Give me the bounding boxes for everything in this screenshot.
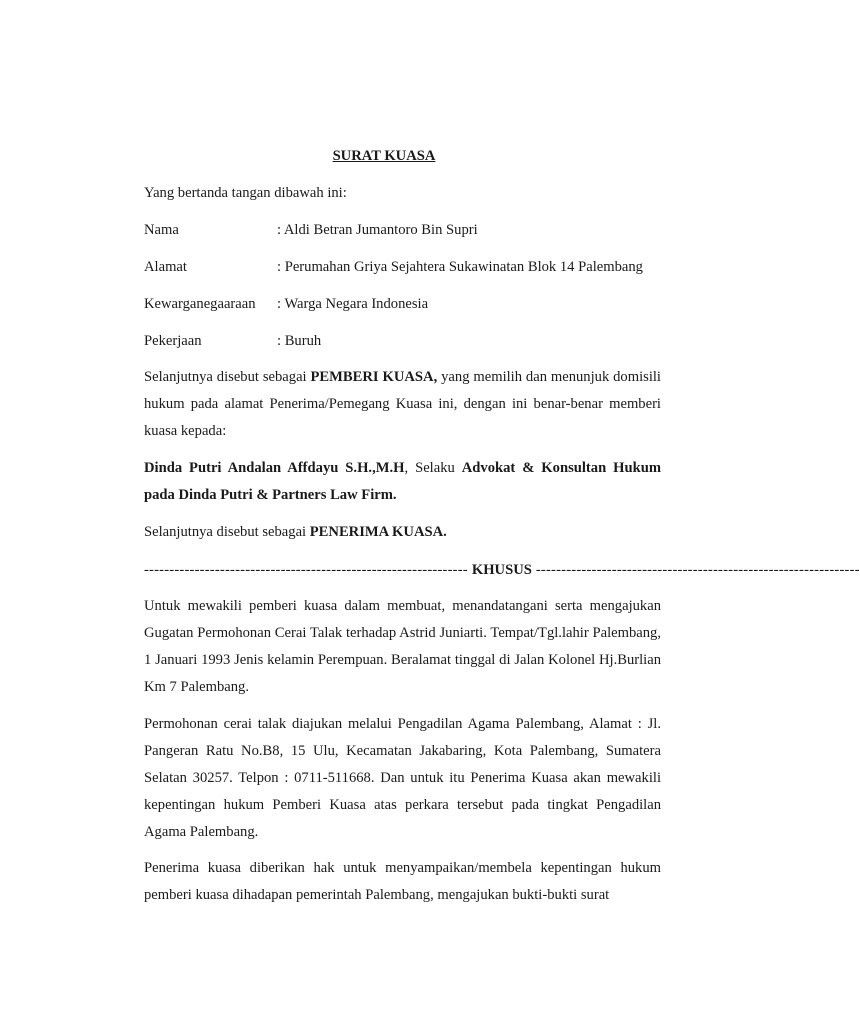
paragraph-pemberi-kuasa: Selanjutnya disebut sebagai PEMBERI KUASA, yang memilih dan menunjuk domisili hukum pada alamat Penerima/Pemegang Kuasa ini, dengan ini benar-benar memberi kuasa kepada: xyxy=(144,369,661,439)
field-value: : Warga Negara Indonesia xyxy=(277,296,429,312)
field-label: Nama xyxy=(144,222,179,238)
khusus-label: KHUSUS xyxy=(471,562,532,578)
pemberi-kuasa-term: PEMBERI KUASA, xyxy=(310,369,438,385)
paragraph-hak-penerima: Penerima kuasa diberikan hak untuk menyampaikan/membela kepentingan hukum pemberi kuasa dihadapan pemerintah Palembang, mengajukan bukti-bukti surat xyxy=(144,860,661,903)
field-label: Pekerjaan xyxy=(144,333,202,349)
khusus-divider xyxy=(144,560,860,580)
document-title: SURAT KUASA xyxy=(332,148,436,164)
paragraph-penerima-identity: Dinda Putri Andalan Affdayu S.H.,M.H, Selaku Advokat & Konsultan Hukum pada Dinda Putri & Partners Law Firm. xyxy=(144,460,661,503)
field-value: : Aldi Betran Jumantoro Bin Supri xyxy=(277,222,478,238)
penerima-role: Advokat & Konsultan Hukum pada Dinda Putri & Partners Law Firm. xyxy=(144,460,661,503)
field-label: Alamat xyxy=(144,259,187,275)
field-value: : Perumahan Griya Sejahtera Sukawinatan Blok 14 Palembang xyxy=(277,259,643,275)
paragraph-mewakili: Untuk mewakili pemberi kuasa dalam membuat, menandatangani serta mengajukan Gugatan Permohonan Cerai Talak terhadap Astrid Juniarti. Tempat/Tgl.lahir Palembang, 1 Januari 1993 Jenis kelamin Perempuan. Beralamat tinggal di Jalan Kolonel Hj.Burlian Km 7 Palembang. xyxy=(144,598,661,695)
divider-dashes-right: ---------------------------------------------------------------- xyxy=(535,562,860,578)
field-label: Kewarganegaaraan xyxy=(144,296,256,312)
intro-text: Yang bertanda tangan dibawah ini: xyxy=(144,185,347,201)
penerima-kuasa-term: PENERIMA KUASA. xyxy=(309,524,447,540)
divider-dashes-left: ---------------------------------------------------------------- xyxy=(144,562,468,578)
paragraph-permohonan: Permohonan cerai talak diajukan melalui Pengadilan Agama Palembang, Alamat : Jl. Pangeran Ratu No.B8, 15 Ulu, Kecamatan Jakabaring, Kota Palembang, Sumatera Selatan 30257. Telpon : 0711-511668. Dan untuk itu Penerima Kuasa akan mewakili kepentingan hukum Pemberi Kuasa atas perkara tersebut pada tingkat Pengadilan Agama Palembang. xyxy=(144,716,661,840)
penerima-name: Dinda Putri Andalan Affdayu S.H.,M.H xyxy=(144,460,405,476)
field-value: : Buruh xyxy=(277,333,322,349)
paragraph-penerima-kuasa: Selanjutnya disebut sebagai PENERIMA KUASA. xyxy=(144,524,447,540)
